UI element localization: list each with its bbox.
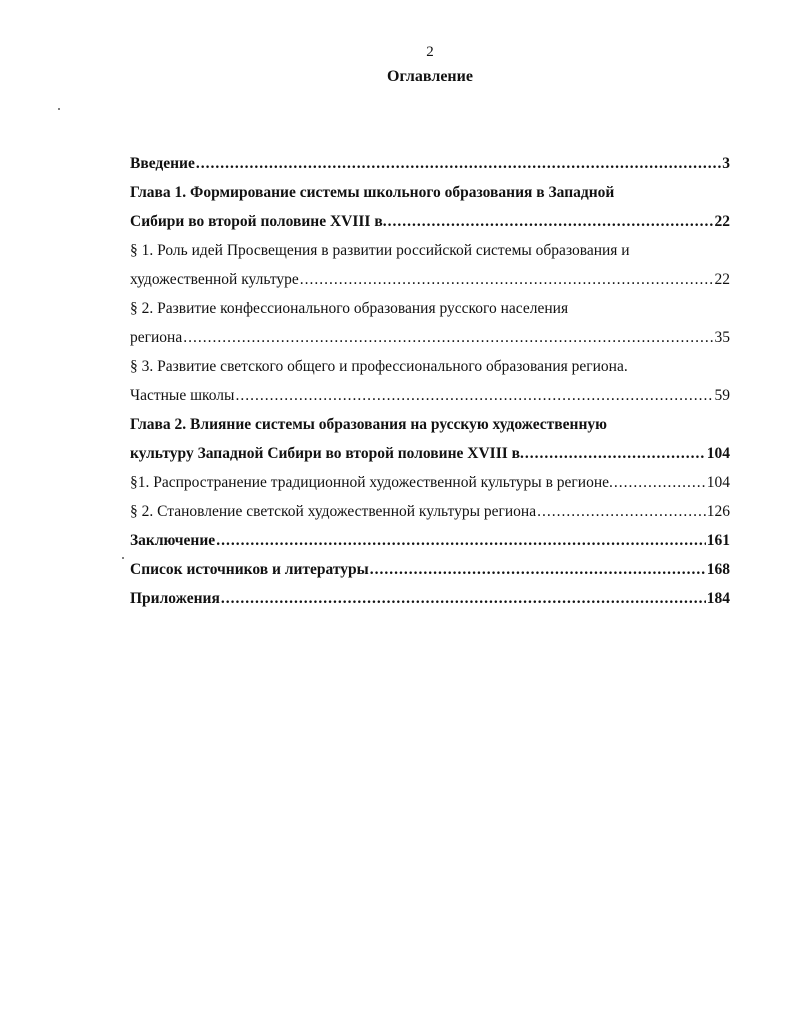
toc-entry-page: 3	[722, 155, 730, 172]
page-number: 2	[426, 44, 434, 60]
toc-entry-page: 104	[706, 445, 730, 462]
toc-entry-text: Глава 1. Формирование системы школьного образования в Западной	[130, 184, 615, 201]
toc-entry-text: Заключение	[130, 532, 216, 549]
toc-entry-text: Частные школы	[130, 387, 235, 404]
toc-entry	[130, 590, 730, 619]
toc-entry	[130, 503, 730, 532]
toc-title: Оглавление	[387, 68, 473, 85]
toc-entry-page: 168	[706, 561, 730, 578]
toc-entry-page: 22	[714, 213, 730, 230]
toc-entry-text: §1. Распространение традиционной художественной культуры в регионе.	[130, 474, 613, 491]
toc-leader	[235, 387, 713, 405]
toc-leader	[525, 445, 706, 463]
toc-entry-text: Список источников и литературы	[130, 561, 369, 578]
toc-entry-text: Сибири во второй половине XVIII в.	[130, 213, 387, 230]
toc-entry	[130, 213, 730, 242]
toc-entry-page: 126	[706, 503, 730, 520]
toc-leader	[221, 590, 706, 608]
toc-entry-page: 104	[706, 474, 730, 491]
toc-entry	[130, 387, 730, 416]
table-of-contents	[130, 155, 730, 619]
toc-leader	[614, 474, 706, 492]
toc-entry-page: 184	[706, 590, 730, 607]
toc-entry-page: 35	[714, 329, 730, 346]
toc-entry	[130, 329, 730, 358]
toc-entry	[130, 155, 730, 184]
scan-artifact	[58, 108, 60, 110]
toc-entry	[130, 358, 730, 387]
toc-entry-text: культуру Западной Сибири во второй половине XVIII в.	[130, 445, 524, 462]
toc-leader	[388, 213, 714, 231]
toc-entry	[130, 271, 730, 300]
toc-leader	[216, 532, 706, 550]
toc-entry-text: § 2. Развитие конфессионального образования русского населения	[130, 300, 569, 317]
toc-entry-text: художественной культуре	[130, 271, 299, 288]
toc-entry-page: 161	[706, 532, 730, 549]
toc-entry	[130, 532, 730, 561]
toc-entry	[130, 184, 730, 213]
toc-entry	[130, 561, 730, 590]
toc-leader	[537, 503, 706, 521]
toc-leader	[183, 329, 713, 347]
scan-artifact	[122, 557, 124, 559]
toc-entry	[130, 300, 730, 329]
toc-entry	[130, 416, 730, 445]
toc-entry-text: Приложения	[130, 590, 220, 607]
toc-entry-text: § 3. Развитие светского общего и профессионального образования региона.	[130, 358, 628, 375]
toc-entry-text: Введение	[130, 155, 195, 172]
toc-entry-text: § 2. Становление светской художественной культуры региона	[130, 503, 537, 520]
toc-entry-page: 22	[714, 271, 730, 288]
toc-entry-text: § 1. Роль идей Просвещения в развитии российской системы образования и	[130, 242, 630, 259]
toc-entry	[130, 242, 730, 271]
toc-entry-text: региона	[130, 329, 183, 346]
toc-entry	[130, 474, 730, 503]
toc-entry-page: 59	[714, 387, 730, 404]
toc-entry-text: Глава 2. Влияние системы образования на русскую художественную	[130, 416, 607, 433]
toc-entry	[130, 445, 730, 474]
toc-leader	[370, 561, 706, 579]
toc-leader	[300, 271, 714, 289]
toc-leader	[196, 155, 721, 173]
